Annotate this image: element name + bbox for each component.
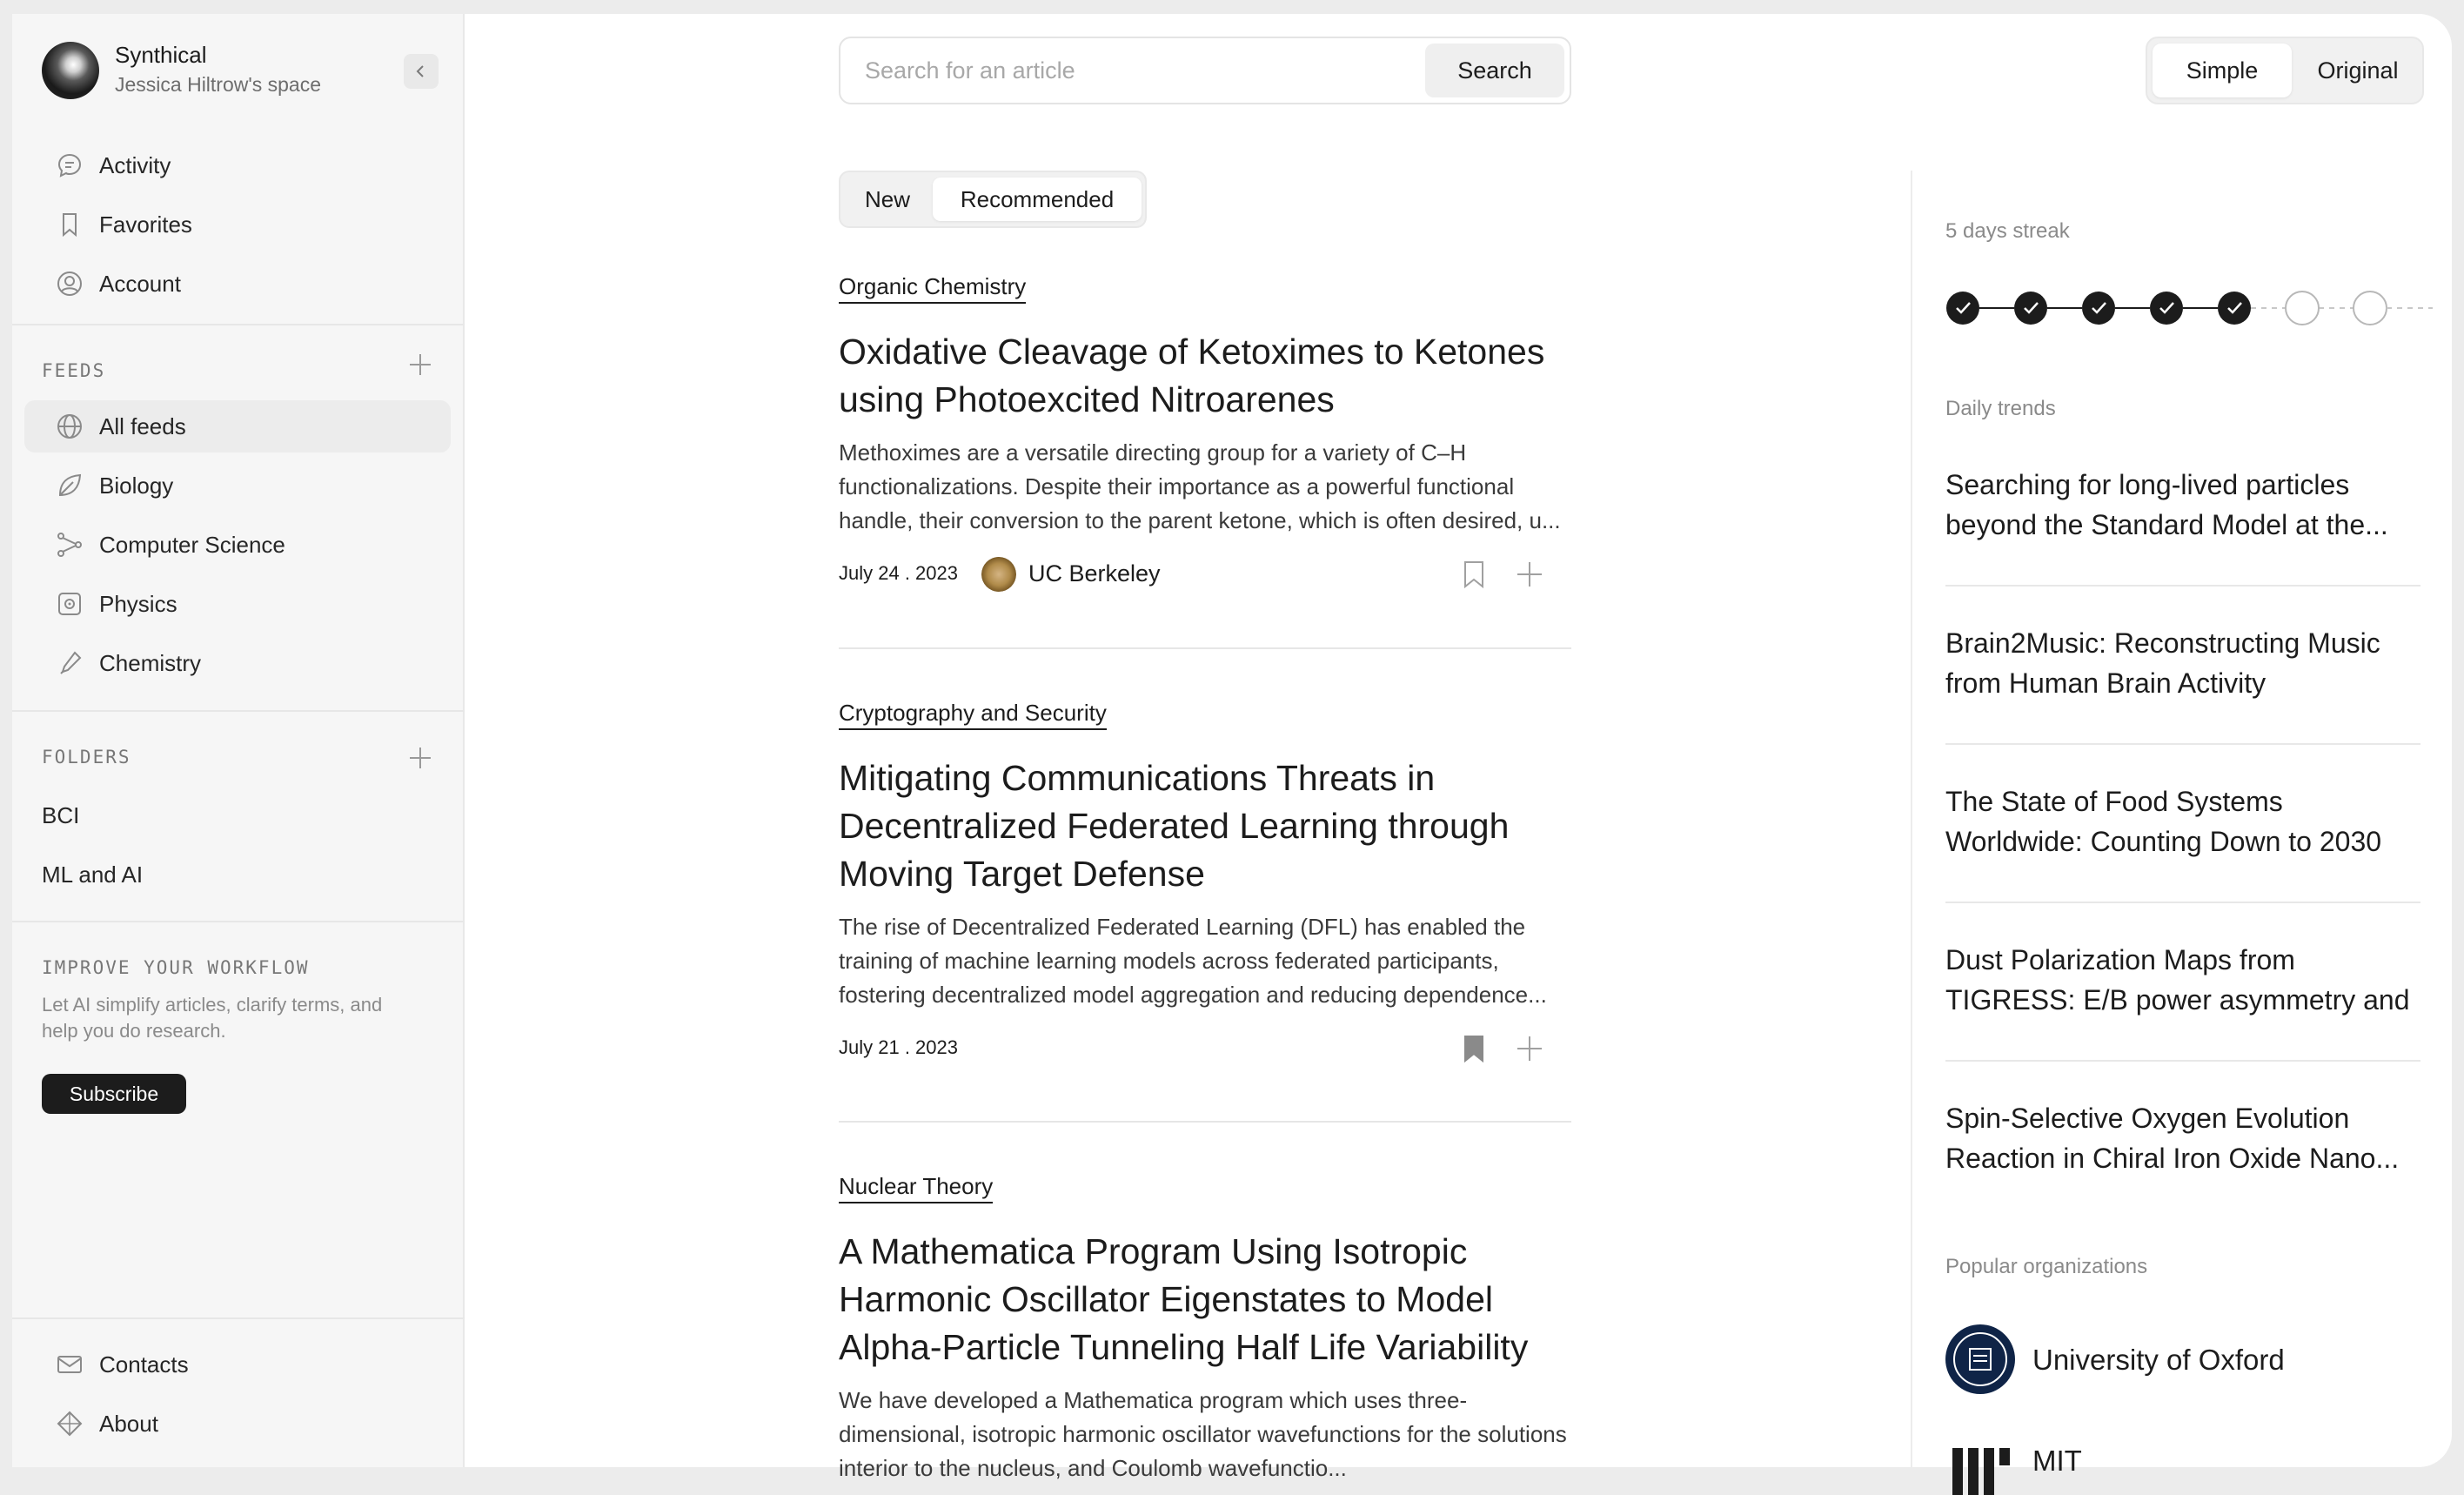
sidebar-divider — [12, 710, 465, 712]
article-organization[interactable]: UC Berkeley — [1028, 560, 1161, 587]
organization-item[interactable] — [1945, 1425, 2420, 1495]
article-card[interactable] — [839, 700, 1571, 1069]
article-meta — [839, 553, 1571, 595]
user-circle-icon — [54, 268, 85, 299]
nav-label: Favorites — [99, 211, 192, 238]
trend-divider — [1945, 743, 2420, 745]
mail-icon — [54, 1349, 85, 1380]
feed-label: Computer Science — [99, 531, 285, 558]
add-to-folder-button[interactable] — [1514, 559, 1545, 590]
leaf-icon — [54, 470, 85, 501]
add-feed-button[interactable] — [405, 350, 435, 379]
pipette-icon — [54, 647, 85, 679]
search-bar — [839, 37, 1571, 104]
nav-label: About — [99, 1410, 158, 1437]
streak-day-done — [2014, 292, 2047, 325]
article-category[interactable]: Organic Chemistry — [839, 273, 1026, 304]
feed-label: Chemistry — [99, 649, 202, 676]
synthical-logo — [42, 42, 99, 99]
tab-recommended[interactable]: Recommended — [933, 178, 1142, 221]
article-date: July 24 . 2023 — [839, 562, 958, 584]
article-abstract: Methoximes are a versatile directing group for a variety of C–H functionalizations. Despite their importance as a powerful functional handle, their conversion to the parent ketone, which is often desired, u... — [839, 439, 1561, 533]
workspace-name: Jessica Hiltrow's space — [115, 73, 322, 96]
tab-new[interactable]: New — [864, 185, 910, 212]
daily-trends-label: Daily trends — [1945, 397, 2056, 420]
nav-account[interactable] — [24, 258, 451, 310]
bookmark-button[interactable] — [1458, 1033, 1490, 1064]
plus-icon — [1516, 560, 1543, 588]
article-abstract: The rise of Decentralized Federated Learning (DFL) has enabled the training of machine learning models across federated participants, fostering decentralized model aggregation and reducing dependence... — [839, 914, 1547, 1008]
app-window — [12, 14, 2452, 1481]
trend-title: Brain2Music: Reconstructing Music from Human Brain Activity — [1945, 627, 2380, 699]
article-category[interactable]: Cryptography and Security — [839, 700, 1107, 730]
streak-label: 5 days streak — [1945, 219, 2070, 243]
bookmark-icon — [54, 209, 85, 240]
nav-label: Activity — [99, 151, 171, 178]
subscribe-button[interactable]: Subscribe — [42, 1074, 186, 1114]
right-panel-divider — [1911, 171, 1912, 1476]
sidebar-divider — [12, 1317, 465, 1319]
app-name: Synthical — [115, 42, 207, 68]
workspace-header[interactable] — [42, 42, 442, 111]
bookmark-filled-icon — [1463, 1035, 1485, 1063]
trend-item[interactable] — [1945, 1098, 2420, 1178]
sidebar-divider — [12, 921, 465, 922]
article-category[interactable]: Nuclear Theory — [839, 1173, 993, 1203]
trend-item[interactable] — [1945, 781, 2420, 861]
popular-organizations-label: Popular organizations — [1945, 1255, 2148, 1278]
trend-title: Spin-Selective Oxygen Evolution Reaction in Chiral Iron Oxide Nano... — [1945, 1103, 2400, 1174]
streak-day-pending — [2286, 292, 2319, 325]
nav-label: Account — [99, 270, 181, 297]
feed-tabs — [839, 171, 1147, 228]
add-to-folder-button[interactable] — [1514, 1033, 1545, 1064]
organization-item[interactable] — [1945, 1324, 2420, 1394]
article-card[interactable] — [839, 1173, 1571, 1485]
streak-day-pending — [2354, 292, 2387, 325]
sidebar-divider — [12, 324, 465, 325]
atom-icon — [54, 588, 85, 620]
nav-label: Contacts — [99, 1351, 189, 1378]
bookmark-icon — [1463, 560, 1485, 588]
article-title[interactable]: Mitigating Communications Threats in Decentralized Federated Learning through Moving Target Defense — [839, 758, 1510, 894]
feed-all[interactable] — [24, 400, 451, 453]
feed-physics[interactable] — [24, 578, 451, 630]
streak-day-done — [2082, 292, 2115, 325]
view-original-option[interactable]: Original — [2317, 57, 2399, 84]
sidebar — [12, 14, 465, 1467]
mit-logo-icon — [1945, 1425, 2015, 1495]
organization-name: MIT — [2032, 1445, 2082, 1477]
trend-item[interactable] — [1945, 940, 2420, 1020]
organization-name: University of Oxford — [2032, 1344, 2285, 1376]
streak-day-done — [2218, 292, 2251, 325]
diamond-icon — [54, 1408, 85, 1439]
plus-icon — [1516, 1035, 1543, 1063]
trend-title: Dust Polarization Maps from TIGRESS: E/B power asymmetry and — [1945, 944, 2410, 1016]
search-input[interactable] — [865, 38, 1422, 103]
trend-divider — [1945, 585, 2420, 587]
bookmark-button[interactable] — [1458, 559, 1490, 590]
plus-icon — [407, 352, 433, 378]
globe-icon — [54, 411, 85, 442]
uc-berkeley-seal-icon — [981, 557, 1016, 592]
feed-chemistry[interactable] — [24, 637, 451, 689]
search-button[interactable]: Search — [1425, 44, 1564, 97]
feeds-heading: FEEDS — [42, 360, 106, 381]
oxford-crest-icon — [1945, 1324, 2015, 1394]
collapse-sidebar-button[interactable] — [404, 54, 439, 89]
trend-divider — [1945, 1060, 2420, 1062]
chat-bubble-icon — [54, 150, 85, 181]
feed-label: Physics — [99, 590, 177, 617]
improve-workflow-heading: IMPROVE YOUR WORKFLOW — [42, 957, 310, 978]
folder-ml-and-ai[interactable]: ML and AI — [42, 861, 144, 888]
folder-bci[interactable]: BCI — [42, 802, 80, 828]
trend-item[interactable] — [1945, 623, 2420, 703]
article-abstract: We have developed a Mathematica program which uses three-dimensional, isotropic harmonic oscillator wavefunctions for the solutions interior to the nucleus, and Coulomb wavefunctio... — [839, 1387, 1567, 1481]
network-icon — [54, 529, 85, 560]
feed-label: All feeds — [99, 412, 186, 439]
streak-day-done — [2150, 292, 2183, 325]
add-folder-button[interactable] — [405, 743, 435, 773]
nav-contacts[interactable] — [24, 1338, 451, 1391]
nav-about[interactable] — [24, 1398, 451, 1450]
feed-label: Biology — [99, 472, 174, 499]
trend-divider — [1945, 902, 2420, 903]
article-divider — [839, 647, 1571, 649]
improve-workflow-text: Let AI simplify articles, clarify terms, and help you do research. — [42, 994, 383, 1042]
trend-title: The State of Food Systems Worldwide: Counting Down to 2030 — [1945, 786, 2382, 857]
nav-activity[interactable] — [24, 139, 451, 191]
article-title[interactable]: A Mathematica Program Using Isotropic Harmonic Oscillator Eigenstates to Model Alpha-Particle Tunneling Half Life Variability — [839, 1231, 1529, 1367]
folders-heading: FOLDERS — [42, 747, 131, 768]
trend-item[interactable] — [1945, 465, 2420, 545]
plus-icon — [407, 745, 433, 771]
article-title[interactable]: Oxidative Cleavage of Ketoximes to Ketones using Photoexcited Nitroarenes — [839, 332, 1545, 419]
view-simple-option[interactable]: Simple — [2153, 44, 2292, 97]
article-meta — [839, 1028, 1571, 1069]
feed-biology[interactable] — [24, 459, 451, 512]
streak-day-done — [1946, 292, 1979, 325]
article-divider — [839, 1121, 1571, 1123]
feed-computer-science[interactable] — [24, 519, 451, 571]
nav-favorites[interactable] — [24, 198, 451, 251]
streak-tracker — [1945, 289, 2433, 327]
article-date: July 21 . 2023 — [839, 1036, 958, 1058]
view-mode-toggle — [2146, 37, 2424, 104]
chevron-left-icon — [413, 64, 429, 79]
article-card[interactable] — [839, 273, 1571, 595]
trend-title: Searching for long-lived particles beyond the Standard Model at the... — [1945, 469, 2388, 540]
